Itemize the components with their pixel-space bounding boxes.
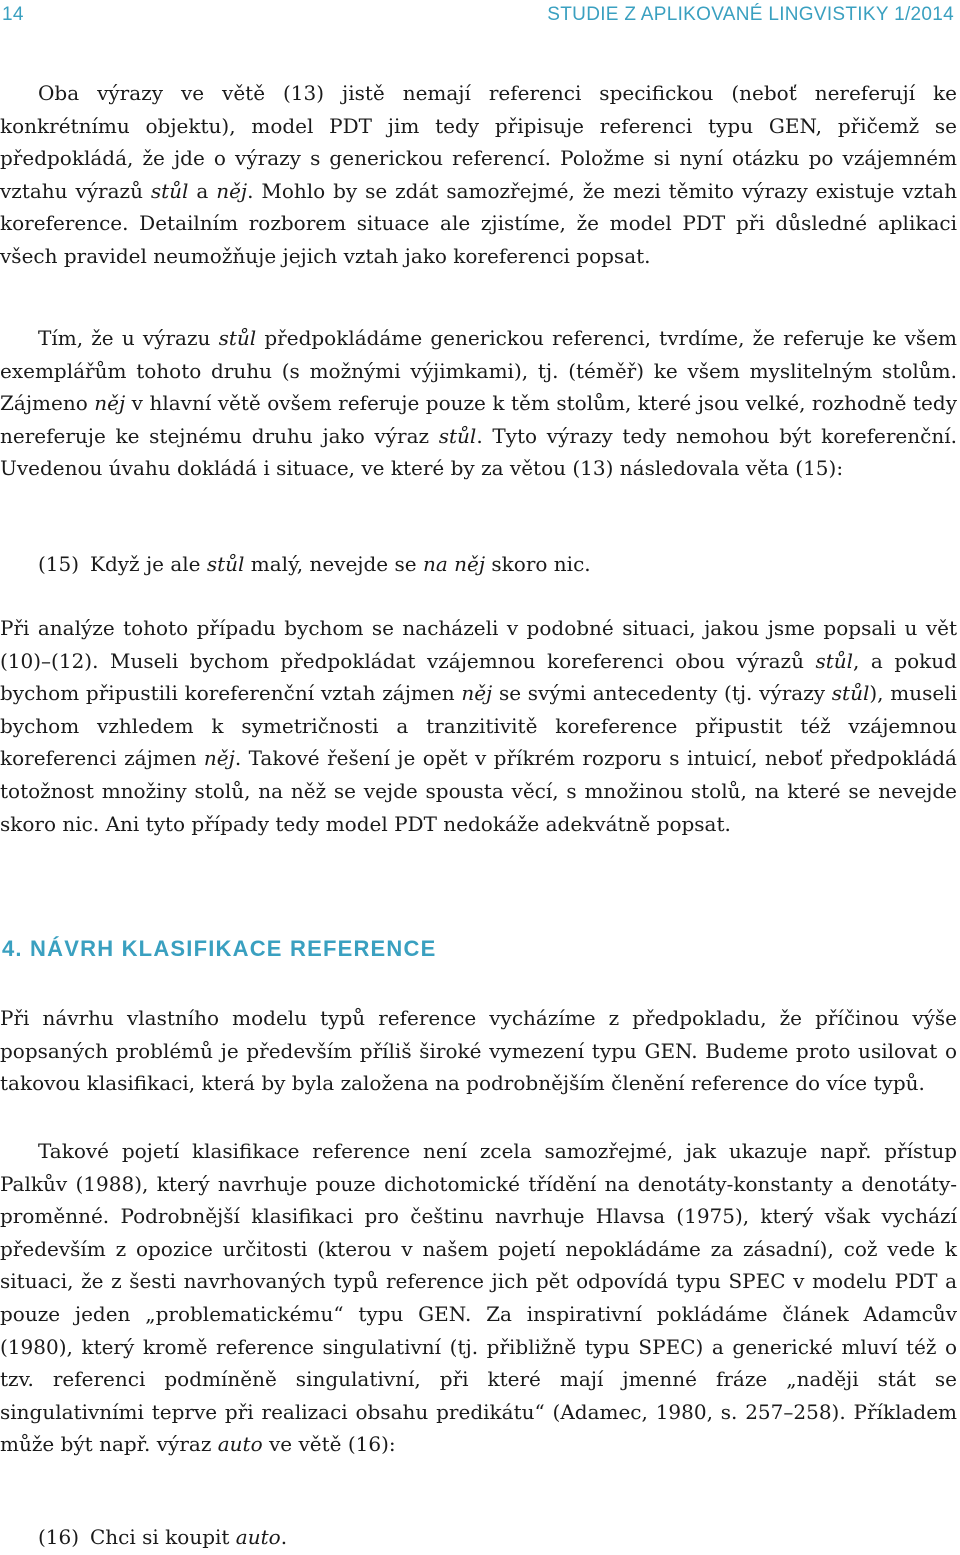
- example-number: (16): [38, 1525, 80, 1549]
- paragraph-3: Při analýze tohoto případu bychom se nacházeli v podobné situaci, jakou jsme popsali u vět (10)–(12). Museli bychom předpokládat vzájemnou koreferenci obou výrazů stůl, a pokud bychom připustili koreferenční vztah zájmen něj se svými antecedenty (tj. výrazy stůl), museli bychom vzhledem k symetričnosti a tranzitivitě koreference připustit též vzájemnou koreferenci zájmen něj. Takové řešení je opět v příkrém rozporu s intuicí, neboť předpokládá totožnost množiny stolů, na něž se vejde spousta věcí, s množinou stolů, na které se nevejde skoro nic. Ani tyto případy tedy model PDT nedokáže adekvátně popsat.: [0, 616, 957, 836]
- paragraph-2: Tím, že u výrazu stůl předpokládáme generickou referenci, tvrdíme, že referuje ke všem exemplářům tohoto druhu (s možnými výjimkami), tj. (téměř) ke všem myslitelným stolům. Zájmeno něj v hlavní větě ovšem referuje pouze k těm stolům, které jsou velké, rozhodně tedy nereferuje ke stejnému druhu jako výraz stůl. Tyto výrazy tedy nemohou být koreferenční. Uvedenou úvahu dokládá i situace, ve které by za větou (13) následovala věta (15):: [0, 326, 958, 481]
- section-heading: 4. NÁVRH KLASIFIKACE REFERENCE: [2, 936, 437, 961]
- paragraph-1: Oba výrazy ve větě (13) jistě nemají referenci specifickou (neboť nereferují ke konkrétnímu objektu), model PDT jim tedy připisuje referenci typu GEN, přičemž se předpokládá, že jde o výrazy s generickou referencí. Položme si nyní otázku po vzájemném vztahu výrazů stůl a něj. Mohlo by se zdát samozřejmé, že mezi těmito výrazy existuje vztah koreference. Detailním rozborem situace ale zjistíme, že model PDT při důsledné aplikaci všech pravidel neumožňuje jejich vztah jako koreferenci popsat.: [0, 81, 957, 268]
- paragraph-4: Při návrhu vlastního modelu typů reference vycházíme z předpokladu, že příčinou výše popsaných problémů je především příliš široké vymezení typu GEN. Budeme proto usilovat o takovou klasifikaci, která by byla založena na podrobnějším členění reference do více typů.: [0, 1006, 957, 1096]
- journal-title: STUDIE Z APLIKOVANÉ LINGVISTIKY 1/2014: [547, 4, 954, 25]
- page-number: 14: [2, 4, 24, 25]
- example-15: (15) Když je ale stůl malý, nevejde se na něj skoro nic.: [38, 548, 591, 580]
- paragraph-5: Takové pojetí klasifikace reference není zcela samozřejmé, jak ukazuje např. přístup Palkův (1988), který navrhuje pouze dichotomické třídění na denotáty-konstanty a denotáty-proměnné. Podrobnější klasifikaci pro češtinu navrhuje Hlavsa (1975), který však vychází především z opozice určitosti (kterou v našem pojetí nepokládáme za zásadní), což vede k situaci, že z šesti navrhovaných typů reference jich pět odpovídá typu SPEC v modelu PDT a pouze jeden „problematickému“ typu GEN. Za inspirativní pokládáme článek Adamcův (1980), který kromě reference singulativní (tj. přibližně typu SPEC) a generické mluví též o tzv. referenci podmíněně singulativní, při které mají jmenné fráze „naději stát se singulativními teprve při realizaci obsahu predikátu“ (Adamec, 1980, s. 257–258). Příkladem může být např. výraz auto ve větě (16):: [0, 1139, 957, 1457]
- example-number: (15): [38, 552, 80, 576]
- running-header: [0, 4, 960, 32]
- example-16: (16) Chci si koupit auto.: [38, 1521, 287, 1553]
